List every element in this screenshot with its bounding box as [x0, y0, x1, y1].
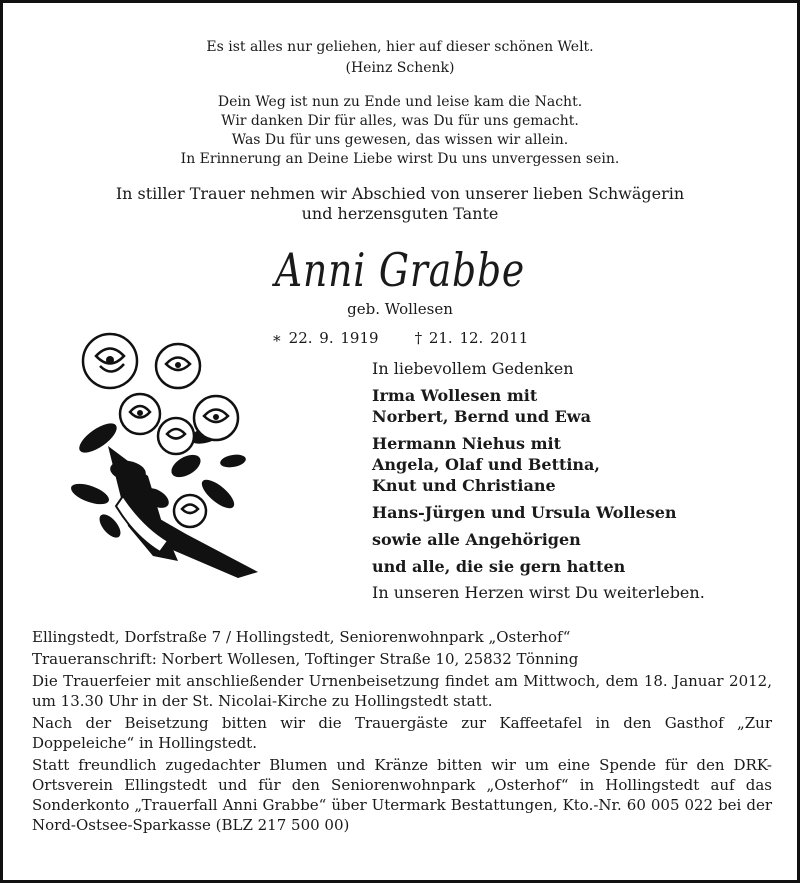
mourners-heading: In liebevollem Gedenken — [372, 359, 574, 378]
coffee-paragraph: Nach der Beisetzung bitten wir die Trauergäste zur Kaffeetafel in den Gasthof „Zur Doppeleiche“ in Hollingstedt. — [32, 714, 772, 752]
poem-block — [0, 93, 800, 169]
deceased-name: Anni Grabbe — [274, 243, 526, 297]
poem-line: Was Du für uns gewesen, das wissen wir allein. — [231, 132, 569, 148]
rose-bouquet-illustration — [68, 326, 258, 578]
poem-line: Dein Weg ist nun zu Ende und leise kam die Nacht. — [217, 94, 583, 110]
mourners-list — [372, 359, 772, 603]
intro-block — [0, 184, 800, 224]
mourner-line: Norbert, Bernd und Ewa — [372, 407, 591, 426]
quote-block — [0, 37, 800, 79]
mourner-line: Irma Wollesen mit — [372, 386, 538, 405]
poem-line: In Erinnerung an Deine Liebe wirst Du uns unvergessen sein. — [180, 151, 620, 167]
ceremony-paragraph: Die Trauerfeier mit anschließender Urnenbeisetzung findet am Mittwoch, dem 18. Januar 2012, um 13.30 Uhr in der St. Nicolai-Kirche zu Hollingstedt statt. — [32, 672, 772, 710]
birth-date: ∗ 22. 9. 1919 — [271, 329, 379, 347]
death-date: † 21. 12. 2011 — [414, 329, 529, 347]
poem-line: Wir danken Dir für alles, was Du für uns gemacht. — [221, 113, 579, 129]
closing-line: In unseren Herzen wirst Du weiterleben. — [372, 583, 705, 602]
quote-text: Es ist alles nur geliehen, hier auf dieser schönen Welt. — [206, 39, 594, 55]
mourner-line: und alle, die sie gern hatten — [372, 557, 626, 576]
donation-paragraph: Statt freundlich zugedachter Blumen und Kränze bitten wir um eine Spende für den DRK-Ortsverein Ellingstedt und für den Seniorenwohnpark „Osterhof“ in Hollingstedt auf das Sonderkonto „Trauerfall Anni Grabbe“ über Utermark Bestattungen, Kto.-Nr. 60 005 022 bei der Nord-Ostsee-Sparkasse (BLZ 217 500 00) — [32, 756, 772, 834]
address-line: Ellingstedt, Dorfstraße 7 / Hollingstedt, Seniorenwohnpark „Osterhof“ — [32, 628, 571, 646]
birth-name: geb. Wollesen — [347, 300, 453, 318]
mourner-line: sowie alle Angehörigen — [372, 530, 581, 549]
intro-line: In stiller Trauer nehmen wir Abschied von unserer lieben Schwägerin — [115, 184, 685, 203]
mourning-address-line: Traueranschrift: Norbert Wollesen, Toftinger Straße 10, 25832 Tönning — [32, 650, 579, 668]
mourner-line: Angela, Olaf und Bettina, — [372, 455, 600, 474]
quote-author: (Heinz Schenk) — [345, 60, 455, 76]
intro-line: und herzensguten Tante — [301, 204, 499, 223]
mourner-line: Hans-Jürgen und Ursula Wollesen — [372, 503, 677, 522]
mourner-line: Hermann Niehus mit — [372, 434, 561, 453]
mourner-line: Knut und Christiane — [372, 476, 556, 495]
details-block — [32, 627, 772, 837]
